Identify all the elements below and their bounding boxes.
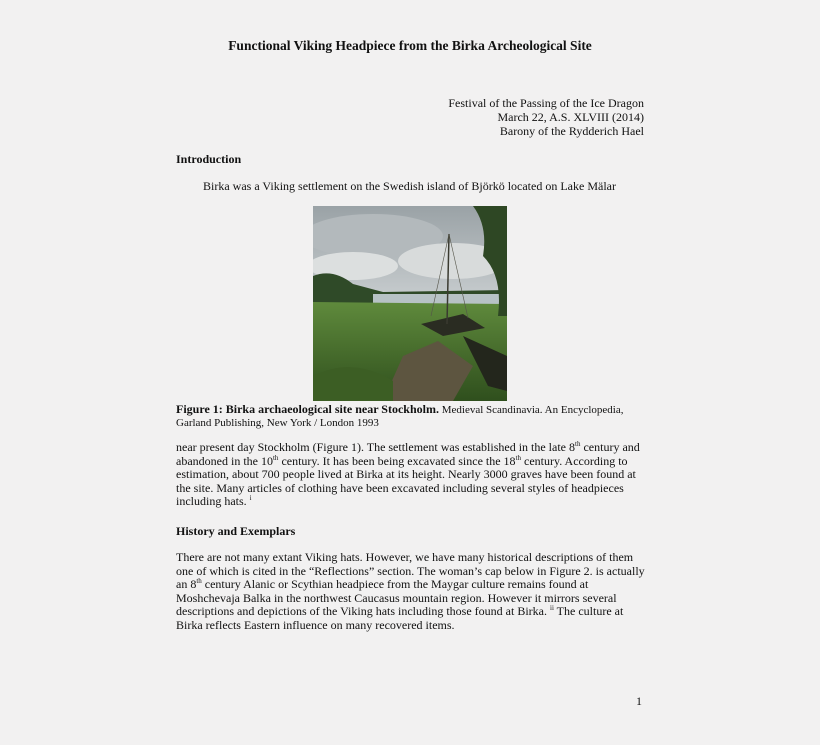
figure-caption: [176, 403, 646, 430]
history-text-2: century Alanic or Scythian headpiece from the Maygar culture remains found at Moshchevaja Balka in the northwest Caucasus mountain region. However it mirrors several descriptions and depictions of the Viking hats including those found at Birka.: [176, 577, 617, 618]
intro-text-2: century and abandoned in the 10: [176, 440, 640, 468]
caption-citation: Medieval Scandinavia. An Encyclopedia, Garland Publishing, New York / London 1993: [176, 404, 624, 429]
endnote-marker: ii: [550, 604, 554, 612]
event-date: March 22, A.S. XLVIII (2014): [497, 110, 644, 124]
endnote-marker: i: [249, 494, 252, 502]
birka-site-photo: [313, 206, 507, 401]
intro-paragraph: [176, 441, 646, 509]
history-heading: History and Exemplars: [176, 524, 296, 538]
event-barony: Barony of the Rydderich Hael: [499, 124, 644, 138]
caption-title: Figure 1: Birka archaeological site near Stockholm.: [176, 402, 439, 416]
page-title: Functional Viking Headpiece from the Birka Archeological Site: [228, 38, 592, 53]
page-number: 1: [636, 694, 642, 708]
intro-first-line: Birka was a Viking settlement on the Swedish island of Björkö located on Lake Mälar: [203, 179, 616, 193]
history-paragraph: [176, 551, 646, 632]
intro-text-1: near present day Stockholm (Figure 1). The settlement was established in the late 8: [176, 440, 576, 454]
history-text-1: There are not many extant Viking hats. However, we have many historical descriptions of them one of which is cited in the “Reflections” section. The woman’s cap below in Figure 2. is actually an 8: [176, 550, 645, 591]
history-text-3: The culture at Birka reflects Eastern influence on many recovered items.: [176, 604, 624, 632]
superscript: th: [196, 577, 202, 585]
event-name: Festival of the Passing of the Ice Dragon: [448, 96, 644, 110]
intro-text-4: century. According to estimation, about 700 people lived at Birka at its height. Nearly 3000 graves have been found at the site. Many articles of clothing have been excavated including several styles of headpieces including hats.: [176, 453, 636, 508]
introduction-heading: Introduction: [176, 152, 242, 166]
superscript: th: [575, 440, 581, 448]
intro-text-3: century. It has been being excavated since the 18: [278, 453, 516, 468]
superscript: th: [515, 453, 522, 462]
superscript: th: [272, 453, 279, 462]
